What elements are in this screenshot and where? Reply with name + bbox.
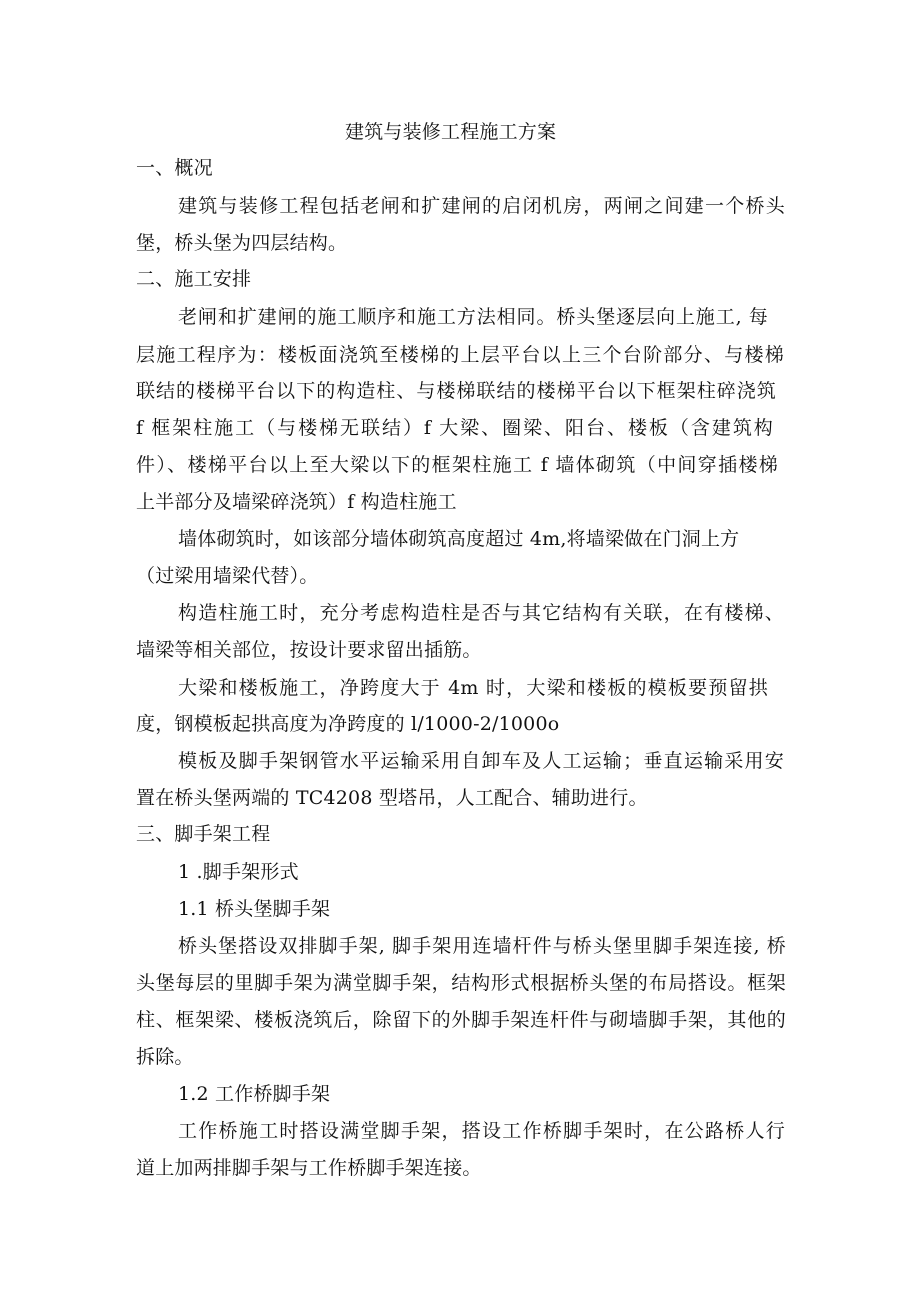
paragraph-line: 联结的楼梯平台以下的构造柱、与楼梯联结的楼梯平台以下框架柱碎浇筑: [136, 380, 776, 402]
paragraph-line: 上半部分及墙梁碎浇筑）f 构造柱施工: [136, 491, 457, 513]
subheading-scaffold-form: 1 .脚手架形式: [178, 861, 299, 883]
paragraph-line: 建筑与装修工程包括老闸和扩建闸的启闭机房，两闸之间建一个桥头: [178, 195, 785, 217]
section-heading-scaffolding: 三、脚手架工程: [136, 823, 271, 845]
paragraph-line: 度，钢模板起拱高度为净跨度的 l∕1000-2∕1000o: [136, 713, 560, 735]
document-title: 建筑与装修工程施工方案: [345, 121, 557, 143]
section-heading-arrangement: 二、施工安排: [136, 268, 252, 290]
paragraph-line: 大梁和楼板施工，净跨度大于 4m 时，大梁和楼板的模板要预留拱: [178, 677, 768, 699]
paragraph-line: 老闸和扩建闸的施工顺序和施工方法相同。桥头堡逐层向上施工, 每: [178, 306, 768, 328]
paragraph-line: 桥头堡搭设双排脚手架, 脚手架用连墙杆件与桥头堡里脚手架连接, 桥: [178, 935, 786, 957]
paragraph-line: f 框架柱施工（与楼梯无联结）f 大梁、圈梁、阳台、楼板（含建筑构: [136, 417, 773, 439]
paragraph-line: 件）、楼梯平台以上至大梁以下的框架柱施工 f 墙体砌筑（中间穿插楼梯: [136, 454, 778, 476]
subheading-workbridge-scaffold: 1.2 工作桥脚手架: [178, 1083, 331, 1105]
paragraph-line: 道上加两排脚手架与工作桥脚手架连接。: [136, 1157, 482, 1179]
paragraph-line: 墙梁等相关部位，按设计要求留出插筋。: [136, 639, 482, 661]
paragraph-line: 置在桥头堡两端的 TC4208 型塔吊，人工配合、辅助进行。: [136, 787, 648, 809]
paragraph-line: 头堡每层的里脚手架为满堂脚手架，结构形式根据桥头堡的布局搭设。框架: [136, 972, 786, 994]
paragraph-line: 构造柱施工时，充分考虑构造柱是否与其它结构有关联，在有楼梯、: [178, 602, 784, 624]
paragraph-line: 堡，桥头堡为四层结构。: [136, 232, 348, 254]
section-heading-overview: 一、概况: [136, 157, 213, 179]
paragraph-line: 柱、框架梁、楼板浇筑后，除留下的外脚手架连杆件与砌墙脚手架，其他的: [136, 1009, 786, 1031]
paragraph-line: 模板及脚手架钢管水平运输采用自卸车及人工运输；垂直运输采用安: [178, 750, 784, 772]
subheading-bridgehead-scaffold: 1.1 桥头堡脚手架: [178, 898, 331, 920]
paragraph-line: （过梁用墙梁代替）。: [136, 565, 319, 587]
paragraph-line: 拆除。: [136, 1046, 194, 1068]
paragraph-line: 墙体砌筑时，如该部分墙体砌筑高度超过 4m,将墙梁做在门洞上方: [178, 528, 740, 550]
paragraph-line: 层施工程序为：楼板面浇筑至楼梯的上层平台以上三个台阶部分、与楼梯: [136, 344, 784, 366]
paragraph-line: 工作桥施工时搭设满堂脚手架，搭设工作桥脚手架时，在公路桥人行: [178, 1120, 785, 1142]
